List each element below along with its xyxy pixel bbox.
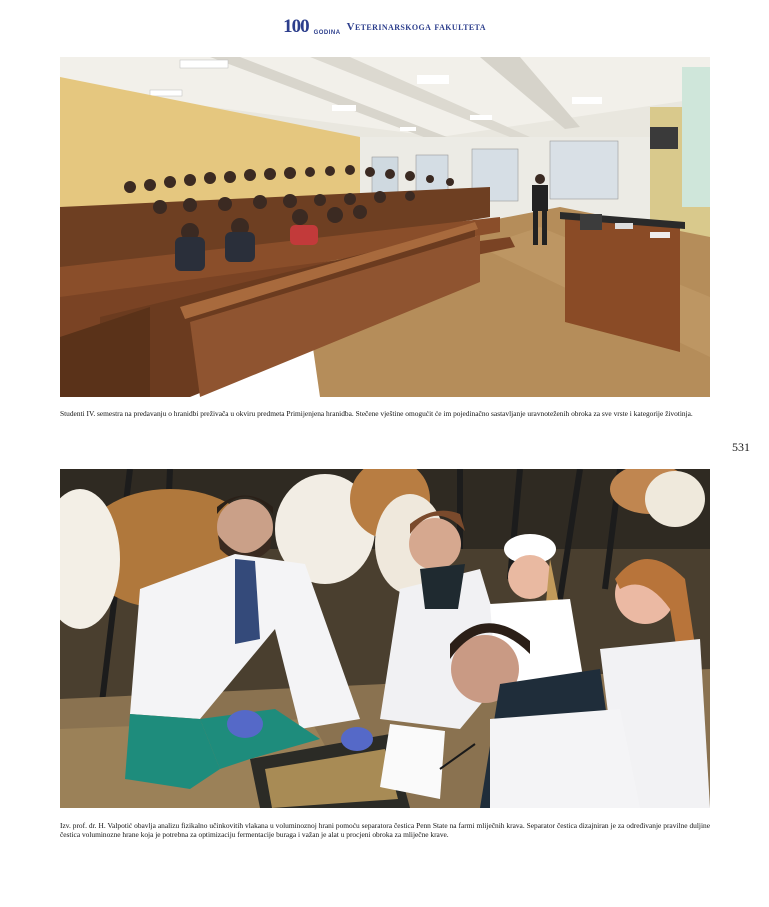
page-number: 531 (732, 440, 750, 454)
photo-caption-farm: Izv. prof. dr. H. Valpotić obavlja analizu fizikalno učinkovitih vlakana u voluminoznoj hrani pomoću separatora čestica Penn State na farmi mliječnih krava. Separator čestica dizajniran je za određivanje pravilne duljine čestica voluminozne hrane koja je potrebna za optimizaciju fermentacije buraga i važan je alat u procjeni obroka za mliječne krave. (60, 821, 710, 839)
header-title: Veterinarskoga fakulteta (346, 21, 486, 33)
page-header (0, 14, 769, 40)
dairy-farm-photo (60, 469, 710, 808)
centenary-logo (283, 16, 309, 38)
lecture-hall-photo (60, 57, 710, 397)
logo-number: 100 (283, 16, 309, 37)
logo-small-text: GODINA (313, 30, 341, 36)
photo-caption-lecture: Studenti IV. semestra na predavanju o hranidbi preživača u okviru predmeta Primijenjena hranidba. Stečene vještine omogućit će im pojedinačno sastavljanje uravnoteženih obroka za sve vrste i kategorije životinja. (60, 409, 693, 418)
